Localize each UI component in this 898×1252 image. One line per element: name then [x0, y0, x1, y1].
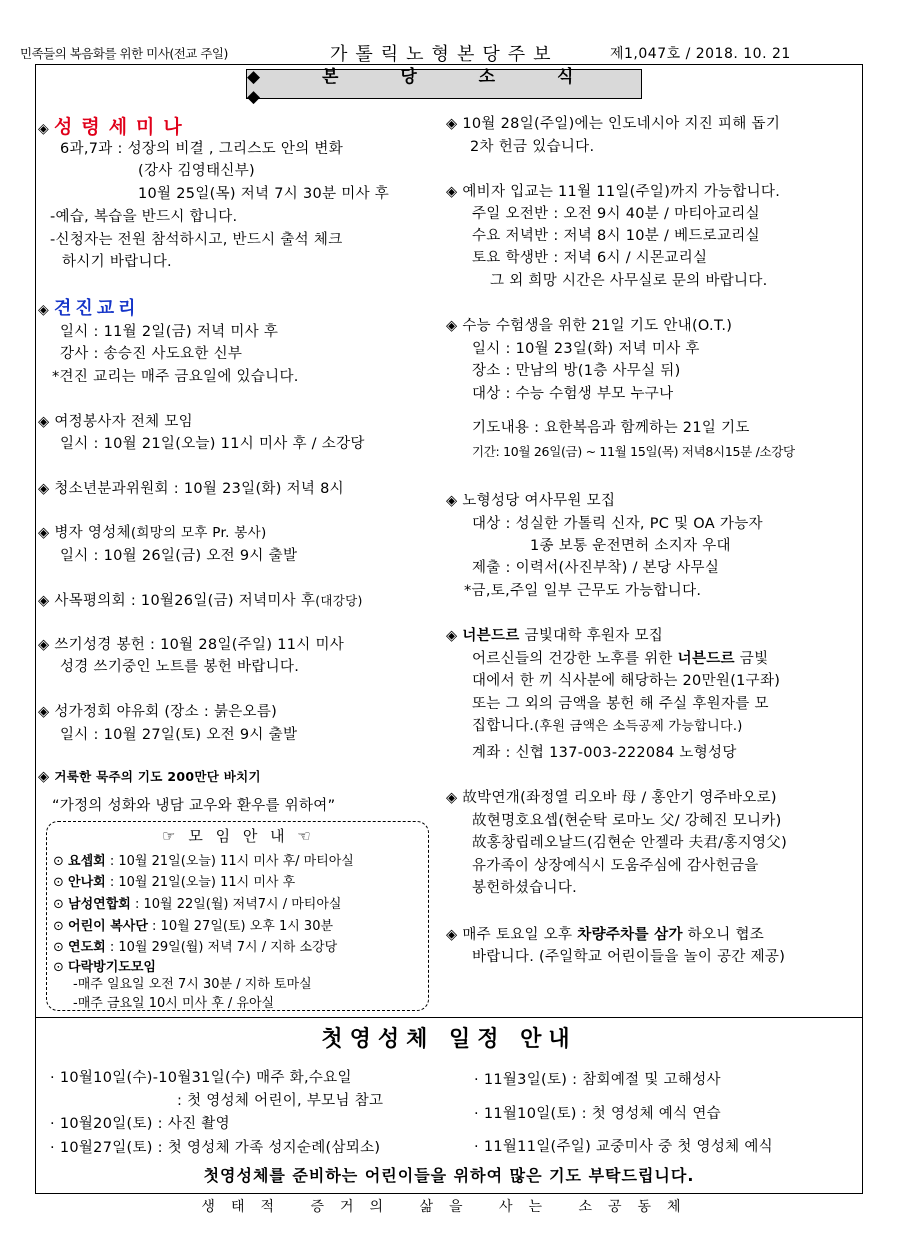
circle-bullet-icon: ⊙	[53, 854, 69, 869]
communion-schedule-item: · 11월3일(토) : 참회예절 및 고해성사	[474, 1072, 721, 1088]
family-picnic-title: 성가정회 야유회 (장소 : 붉은오름)	[54, 704, 278, 720]
family-picnic-line: 일시 : 10월 27일(토) 오전 9시 출발	[60, 727, 298, 743]
first-communion-title: 첫영성체 일정 안내	[321, 1027, 577, 1052]
meeting-name: 다락방기도모임	[68, 960, 156, 975]
bible-seminar-line: (강사 김영태신부)	[138, 163, 255, 179]
exam-prayer-line: 기도내용 : 요한복음과 함께하는 21일 기도	[472, 420, 750, 436]
header-occasion: 민족들의 복음화를 위한 미사(전교 주일)	[20, 46, 228, 61]
exam-prayer-line: 장소 : 만남의 방(1층 사무실 뒤)	[472, 363, 681, 379]
office-recruit-line: 제출 : 이력서(사진부착) / 본당 사무실	[472, 560, 720, 576]
diamond-bullet-icon: ◈	[38, 704, 50, 720]
donation-text: 집합니다.	[472, 718, 535, 734]
bible-seminar-line: 6과,7과 : 성장의 비결 , 그리스도 안의 변화	[60, 141, 344, 157]
rosary-heading	[38, 767, 261, 785]
donation-line: 대에서 한 끼 식사분에 해당하는 20만원(1구좌)	[472, 673, 781, 689]
diamond-bullet-icon: ◈	[38, 525, 50, 541]
meeting-name: 안나회	[68, 875, 106, 890]
obituary-line: 유가족이 상장예식시 도움주심에 감사헌금을	[472, 858, 759, 874]
meeting-detail: : 10월 27일(토) 오후 1시 30분	[147, 919, 334, 934]
bulletin-title: 가톨릭노형본당주보	[330, 44, 559, 65]
diamond-bullet-icon: ◈	[38, 414, 50, 430]
pastoral-council-text: 사목평의회 : 10월26일(금) 저녁미사 후	[54, 593, 316, 609]
circle-bullet-icon: ⊙	[53, 960, 69, 975]
meeting-sub-line: -매주 일요일 오전 7시 30분 / 지하 토마실	[73, 977, 312, 992]
donation-text: 금빛	[734, 651, 769, 667]
parking-emphasis: 차량주차를 삼가	[577, 927, 683, 943]
confirmation-title: 견진교리	[54, 298, 140, 319]
donation-tax-note: (후원 금액은 소득공제 가능합니다.)	[534, 719, 743, 734]
communion-schedule-item: · 11월11일(주일) 교중미사 중 첫 영성체 예식	[474, 1139, 773, 1155]
catechumen-line: 토요 학생반 : 저녁 6시 / 시몬교리실	[472, 250, 708, 266]
office-recruit-line: 대상 : 성실한 가톨릭 신자, PC 및 OA 가능자	[472, 516, 763, 532]
catechumen-heading	[446, 180, 780, 201]
diamond-bullet-icon: ◈	[38, 302, 50, 318]
section-banner: ◆ 본 당 소 식 ◆	[246, 69, 642, 99]
sick-communion-line: 일시 : 10월 26일(금) 오전 9시 출발	[60, 548, 298, 564]
section-divider	[35, 1017, 863, 1018]
donation-title: 금빛대학 후원자 모집	[519, 628, 664, 644]
confirmation-heading	[38, 294, 140, 320]
exam-prayer-title: 수능 수험생을 위한 21일 기도 안내(O.T.)	[462, 318, 733, 334]
volunteers-title: 여정봉사자 전체 모임	[54, 414, 193, 430]
obituary-line: 봉헌하셨습니다.	[472, 880, 578, 896]
meeting-item	[53, 936, 337, 955]
confirmation-line: *견진 교리는 매주 금요일에 있습니다.	[52, 369, 299, 385]
obituary-line: 故현명호요셉(현순탁 로마노 父/ 강혜진 모니카)	[472, 813, 782, 829]
parking-notice	[446, 923, 764, 944]
meeting-item	[53, 915, 333, 934]
obituary-line: 故박연개(좌정열 리오바 母 / 홍안기 영주바오로)	[462, 790, 777, 806]
meeting-detail: : 10월 21일(오늘) 11시 미사 후	[105, 875, 296, 890]
diamond-bullet-icon: ◈	[446, 927, 458, 943]
donation-heading	[446, 624, 663, 645]
youth-committee-text: 청소년분과위원회 : 10월 23일(화) 저녁 8시	[54, 481, 344, 497]
prayer-request: 첫영성체를 준비하는 어린이들을 위하여 많은 기도 부탁드립니다.	[203, 1166, 695, 1185]
communion-schedule-item: · 10월20일(토) : 사진 촬영	[50, 1116, 230, 1132]
issue-number-date: 제1,047호 / 2018. 10. 21	[610, 46, 791, 62]
donation-line	[472, 647, 768, 668]
diamond-bullet-icon: ◈	[446, 790, 458, 806]
meeting-item	[53, 871, 295, 890]
communion-schedule-item: : 첫 영성체 어린이, 부모님 참고	[177, 1093, 384, 1109]
rosary-intention: “가정의 성화와 냉담 교우와 환우를 위하여”	[52, 798, 336, 814]
diamond-bullet-icon: ◈	[446, 628, 458, 644]
meeting-item	[53, 893, 341, 912]
office-recruit-title: 노형성당 여사무원 모집	[462, 493, 616, 509]
pastoral-council-note: (대강당)	[315, 593, 363, 608]
office-recruit-heading	[446, 489, 615, 510]
volunteers-line: 일시 : 10월 21일(오늘) 11시 미사 후 / 소강당	[60, 436, 365, 452]
meeting-sub-line: -매주 금요일 10시 미사 후 / 유아실	[73, 996, 275, 1011]
diamond-bullet-icon: ◈	[38, 769, 50, 785]
office-recruit-line: *금,토,주일 일부 근무도 가능합니다.	[464, 583, 702, 599]
diamond-bullet-icon: ◈	[38, 593, 50, 609]
bible-seminar-heading	[38, 112, 191, 139]
meeting-name: 연도회	[68, 940, 106, 955]
meeting-name: 남성연합회	[68, 897, 131, 912]
diamond-bullet-icon: ◈	[446, 318, 458, 334]
donation-text: 어르신들의 건강한 노후를 위한	[472, 651, 678, 667]
sick-communion-heading	[38, 521, 267, 542]
catechumen-line: 수요 저녁반 : 저녁 8시 10분 / 베드로교리실	[472, 228, 760, 244]
parking-text: 매주 토요일 오후	[462, 927, 578, 943]
circle-bullet-icon: ⊙	[53, 919, 69, 934]
diamond-bullet-icon: ◈	[38, 637, 50, 653]
donation-brand: 너븐드르	[462, 628, 520, 644]
catechumen-line: 주일 오전반 : 오전 9시 40분 / 마티아교리실	[472, 206, 760, 222]
parking-text: 하오니 협조	[682, 927, 765, 943]
sick-communion-title: 병자 영성체	[54, 525, 131, 541]
catechumen-line: 그 외 희망 시간은 사무실로 문의 바랍니다.	[490, 273, 768, 289]
disaster-appeal-text: 10월 28일(주일)에는 인도네시아 지진 피해 돕기	[462, 116, 781, 132]
meeting-detail: : 10월 21일(오늘) 11시 미사 후/ 마티아실	[105, 854, 354, 869]
office-recruit-line: 1종 보통 운전면허 소지자 우대	[530, 538, 731, 554]
bible-seminar-line: -신청자는 전원 참석하시고, 반드시 출석 체크	[50, 232, 343, 248]
meeting-name: 요셉회	[68, 854, 106, 869]
circle-bullet-icon: ⊙	[53, 897, 69, 912]
catechumen-title: 예비자 입교는 11월 11일(주일)까지 가능합니다.	[462, 184, 781, 200]
disaster-appeal	[446, 112, 780, 133]
diamond-bullet-icon: ◈	[38, 121, 50, 137]
diamond-bullet-icon: ◈	[446, 493, 458, 509]
exam-prayer-heading	[446, 314, 732, 335]
obituary-line: 故홍창립레오날드(김현순 안젤라 夫君/홍지영父)	[472, 835, 788, 851]
obituary-heading	[446, 786, 777, 807]
bible-seminar-title: 성령세미나	[54, 116, 191, 138]
exam-prayer-line: 일시 : 10월 23일(화) 저녁 미사 후	[472, 341, 700, 357]
communion-schedule-item: · 10월27일(토) : 첫 영성체 가족 성지순례(삼뫼소)	[50, 1140, 381, 1156]
donation-brand: 너븐드르	[677, 651, 735, 667]
meeting-detail: : 10월 22일(월) 저녁7시 / 마티아실	[130, 897, 342, 912]
bible-writing-title: 쓰기성경 봉헌 : 10월 28일(주일) 11시 미사	[54, 637, 345, 653]
pastoral-council	[38, 589, 363, 610]
bible-seminar-line: 10월 25일(목) 저녁 7시 30분 미사 후	[138, 186, 390, 202]
meetings-box	[46, 821, 429, 1011]
donation-line	[472, 714, 743, 735]
donation-account: 계좌 : 신협 137-003-222084 노형성당	[472, 745, 737, 761]
volunteers-heading	[38, 410, 193, 431]
bible-writing-line: 성경 쓰기중인 노트를 봉헌 바랍니다.	[60, 659, 300, 675]
circle-bullet-icon: ⊙	[53, 940, 69, 955]
disaster-appeal-line: 2차 헌금 있습니다.	[470, 139, 595, 155]
confirmation-line: 일시 : 11월 2일(금) 저녁 미사 후	[60, 324, 279, 340]
diamond-bullet-icon: ◈	[38, 481, 50, 497]
communion-schedule-item: · 11월10일(토) : 첫 영성체 예식 연습	[474, 1106, 721, 1122]
diamond-bullet-icon: ◈	[446, 184, 458, 200]
meetings-title: ☞ 모 임 안 내 ☜	[162, 827, 315, 845]
bible-seminar-line: -예습, 복습을 반드시 합니다.	[50, 209, 238, 225]
footer-motto: 생태적 증거의 삶을 사는 소공동체	[201, 1199, 697, 1215]
meeting-detail: : 10월 29일(월) 저녁 7시 / 지하 소강당	[105, 940, 338, 955]
communion-schedule-item: · 10월10일(수)-10월31일(수) 매주 화,수요일	[50, 1070, 352, 1086]
youth-committee	[38, 477, 344, 498]
exam-prayer-period: 기간: 10월 26일(금) ~ 11월 15일(목) 저녁8시15분 /소강당	[472, 444, 795, 459]
bible-writing-heading	[38, 633, 344, 654]
diamond-bullet-icon: ◈	[446, 116, 458, 132]
confirmation-line: 강사 : 송승진 사도요한 신부	[60, 346, 243, 362]
parking-line: 바랍니다. (주일학교 어린이들을 놀이 공간 제공)	[472, 949, 786, 965]
meeting-name: 어린이 복사단	[68, 919, 148, 934]
meeting-item	[53, 850, 354, 869]
exam-prayer-line: 대상 : 수능 수험생 부모 누구나	[472, 386, 674, 402]
rosary-title: 거룩한 묵주의 기도 200만단 바치기	[54, 769, 261, 784]
circle-bullet-icon: ⊙	[53, 875, 69, 890]
bible-seminar-line: 하시기 바랍니다.	[62, 254, 172, 270]
family-picnic-heading	[38, 700, 277, 721]
sick-communion-note: (희망의 모후 Pr. 봉사)	[130, 525, 267, 541]
donation-line: 또는 그 외의 금액을 봉헌 해 주실 후원자를 모	[472, 696, 769, 712]
